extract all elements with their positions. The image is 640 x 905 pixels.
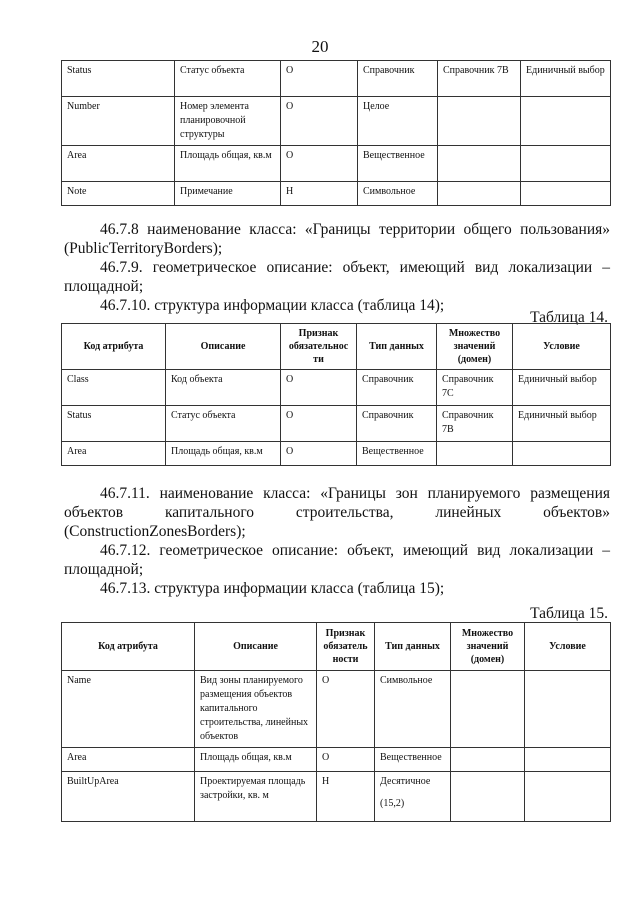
table-cell: О xyxy=(281,146,358,182)
table-cell: Справочник 7С xyxy=(437,370,513,406)
paragraph-46-7-8: 46.7.8 наименование класса: «Границы территории общего пользования» xyxy=(100,221,610,238)
table-cell: Н xyxy=(317,772,375,822)
table-cell xyxy=(438,182,521,206)
column-header: Множество значений (домен) xyxy=(437,324,513,370)
table-cell xyxy=(375,772,451,822)
table-cell xyxy=(525,748,611,772)
table-cell: Код объекта xyxy=(166,370,281,406)
table-cell: Note xyxy=(62,182,175,206)
table-cell: Area xyxy=(62,146,175,182)
table-cell: Символьное xyxy=(358,182,438,206)
column-header: Тип данных xyxy=(375,623,451,671)
table-cell: BuiltUpArea xyxy=(62,772,195,822)
table-cell: Справочник 7В xyxy=(438,61,521,97)
column-header: Описание xyxy=(195,623,317,671)
table-14 xyxy=(61,323,611,466)
table-cell: Площадь общая, кв.м xyxy=(166,442,281,466)
paragraph-46-7-8-cont: (PublicTerritoryBorders); xyxy=(64,240,223,257)
table-cell: Вид зоны планируемого размещения объектов капитального строительства, линейных объектов xyxy=(195,671,317,748)
table-cell: Проектируемая площадь застройки, кв. м xyxy=(195,772,317,822)
column-header: Признак обязатель ности xyxy=(317,623,375,671)
table-cell: Площадь общая, кв.м xyxy=(175,146,281,182)
table-cell: Номер элемента планировочной структуры xyxy=(175,97,281,146)
paragraph-46-7-13: 46.7.13. структура информации класса (таблица 15); xyxy=(100,580,445,597)
table-cell: Единичный выбор xyxy=(521,61,611,97)
table-row xyxy=(62,182,611,206)
table-cell: Справочник xyxy=(357,406,437,442)
table-cell: О xyxy=(281,442,357,466)
table-row xyxy=(62,97,611,146)
table-cell xyxy=(521,146,611,182)
table-cell: О xyxy=(281,61,358,97)
table-cell: Area xyxy=(62,442,166,466)
column-header: Код атрибута xyxy=(62,324,166,370)
table-row xyxy=(62,671,611,748)
table-cell: Статус объекта xyxy=(175,61,281,97)
table-cell: Вещественное xyxy=(375,748,451,772)
table-cell: Справочник xyxy=(358,61,438,97)
table-14-caption: Таблица 14. xyxy=(530,309,608,326)
table-cell: Единичный выбор xyxy=(513,406,611,442)
paragraph-46-7-11-cont2: (ConstructionZonesBorders); xyxy=(64,523,246,540)
table-row xyxy=(62,61,611,97)
table-cell: О xyxy=(317,748,375,772)
table-cell: Number xyxy=(62,97,175,146)
table-cell: Н xyxy=(281,182,358,206)
column-header: Признак обязательнос ти xyxy=(281,324,357,370)
table-cell: О xyxy=(281,370,357,406)
table-header-row xyxy=(62,324,611,370)
table-cell: Status xyxy=(62,406,166,442)
column-header: Код атрибута xyxy=(62,623,195,671)
data-type-label: Десятичное xyxy=(380,776,431,787)
table-cell xyxy=(451,748,525,772)
table-cell: Вещественное xyxy=(358,146,438,182)
table-cell: Единичный выбор xyxy=(513,370,611,406)
column-header: Множество значений (домен) xyxy=(451,623,525,671)
table-cell: Примечание xyxy=(175,182,281,206)
table-cell: Name xyxy=(62,671,195,748)
column-header: Условие xyxy=(513,324,611,370)
precision-label: (15,2) xyxy=(380,798,405,809)
table-cell: О xyxy=(281,406,357,442)
table-cell: Справочник 7В xyxy=(437,406,513,442)
table-cell: Целое xyxy=(358,97,438,146)
table-15-caption: Таблица 15. xyxy=(530,605,608,622)
paragraph-46-7-11-cont: объектов капитального строительства, линейных объектов» xyxy=(64,504,610,521)
table-13 xyxy=(61,60,611,206)
table-row xyxy=(62,406,611,442)
table-row xyxy=(62,146,611,182)
paragraph-46-7-12-cont: площадной; xyxy=(64,561,144,578)
table-cell: Area xyxy=(62,748,195,772)
table-cell xyxy=(525,671,611,748)
column-header: Описание xyxy=(166,324,281,370)
table-cell: Status xyxy=(62,61,175,97)
table-cell xyxy=(438,146,521,182)
paragraph-46-7-12: 46.7.12. геометрическое описание: объект, имеющий вид локализации – xyxy=(100,542,610,559)
column-header: Тип данных xyxy=(357,324,437,370)
table-cell: Class xyxy=(62,370,166,406)
table-cell xyxy=(451,671,525,748)
table-row xyxy=(62,442,611,466)
table-cell: О xyxy=(281,97,358,146)
table-row xyxy=(62,370,611,406)
table-15 xyxy=(61,622,611,822)
paragraph-46-7-11: 46.7.11. наименование класса: «Границы зон планируемого размещения xyxy=(100,485,610,502)
table-row xyxy=(62,748,611,772)
page-number: 20 xyxy=(311,37,329,56)
table-cell xyxy=(525,772,611,822)
table-cell: О xyxy=(317,671,375,748)
paragraph-46-7-10: 46.7.10. структура информации класса (таблица 14); xyxy=(100,297,445,314)
table-cell xyxy=(513,442,611,466)
table-cell: Символьное xyxy=(375,671,451,748)
table-cell: Площадь общая, кв.м xyxy=(195,748,317,772)
table-cell: Статус объекта xyxy=(166,406,281,442)
table-cell xyxy=(521,97,611,146)
table-cell xyxy=(437,442,513,466)
paragraph-46-7-9-cont: площадной; xyxy=(64,278,144,295)
table-cell xyxy=(451,772,525,822)
table-row xyxy=(62,772,611,822)
table-cell: Справочник xyxy=(357,370,437,406)
paragraph-46-7-9: 46.7.9. геометрическое описание: объект, имеющий вид локализации – xyxy=(100,259,610,276)
table-cell xyxy=(438,97,521,146)
table-cell xyxy=(521,182,611,206)
table-cell: Вещественное xyxy=(357,442,437,466)
column-header: Условие xyxy=(525,623,611,671)
table-header-row xyxy=(62,623,611,671)
